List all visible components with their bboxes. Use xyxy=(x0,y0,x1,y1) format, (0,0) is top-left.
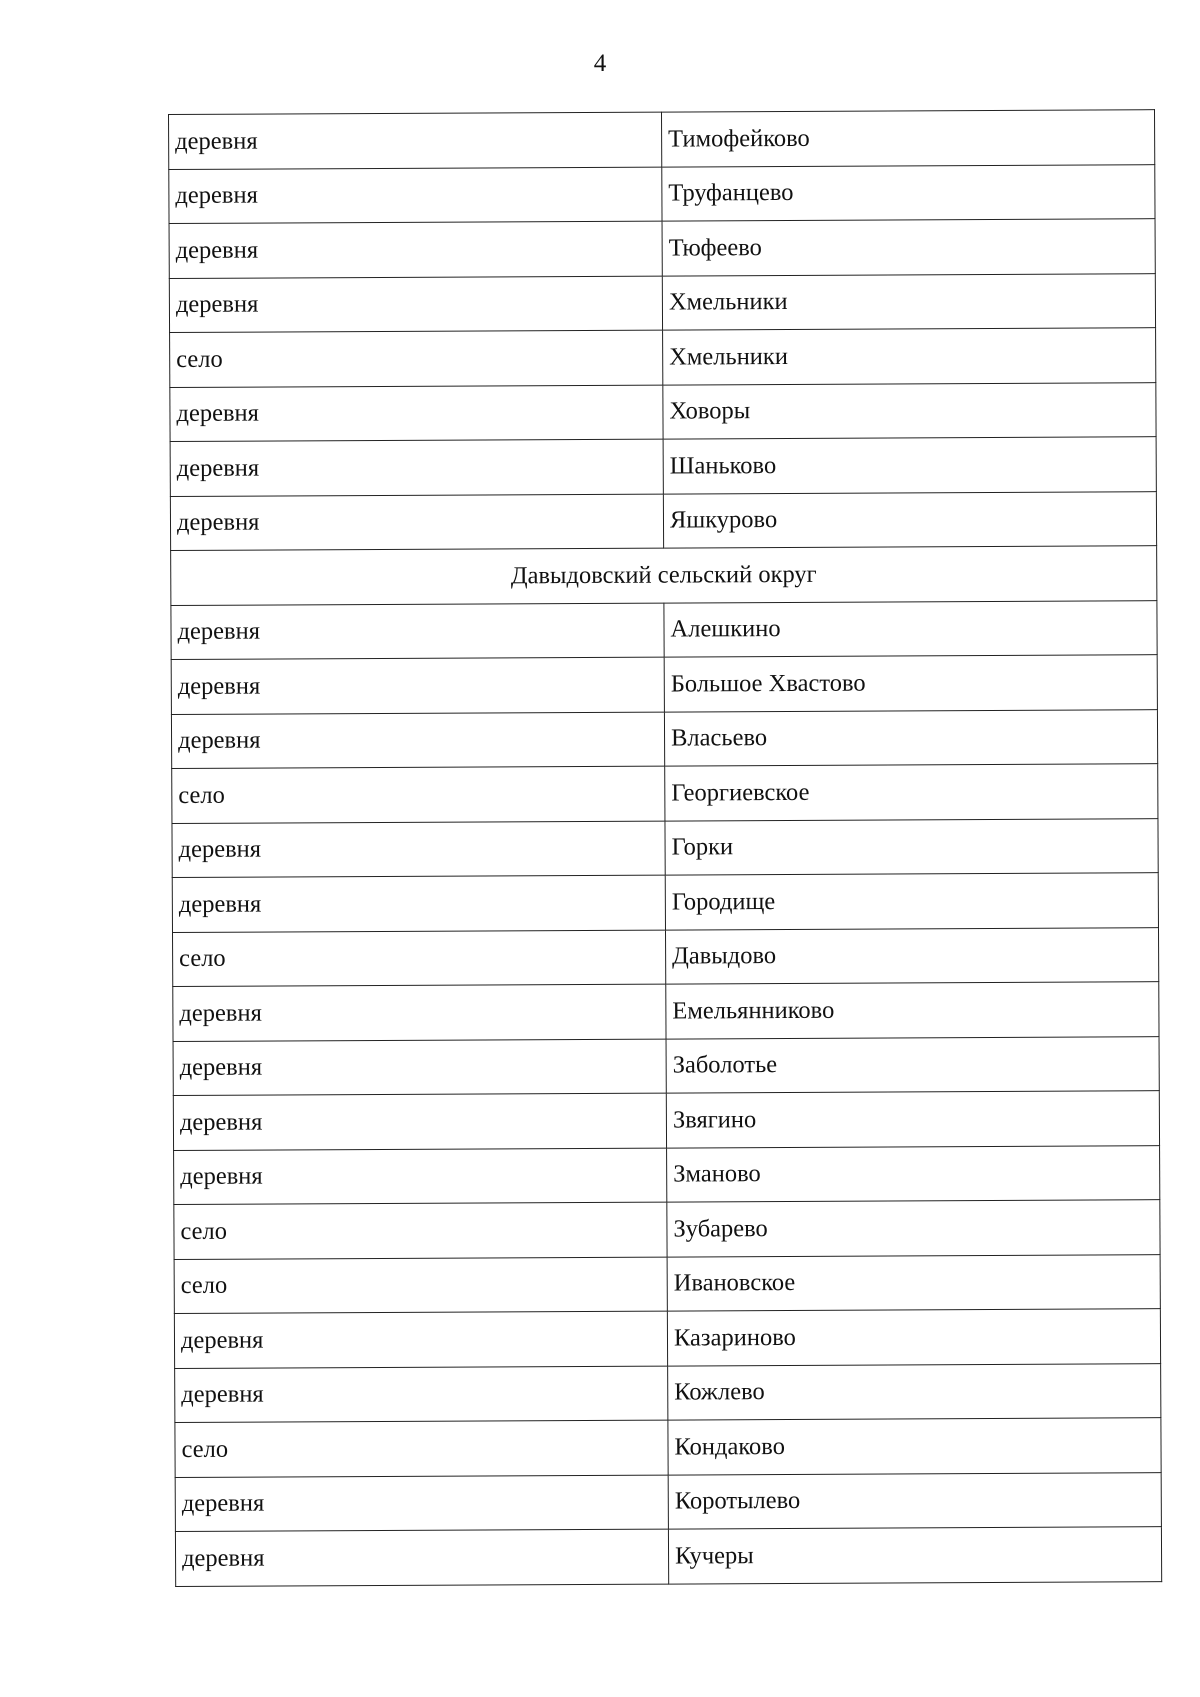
settlement-name-cell: Яшкурово xyxy=(663,491,1156,548)
settlement-name-cell: Георгиевское xyxy=(665,764,1158,821)
settlement-name-cell: Казариново xyxy=(667,1309,1160,1366)
settlement-name-cell: Горки xyxy=(665,818,1158,875)
settlement-name-cell: Шаньково xyxy=(663,437,1156,494)
table-row xyxy=(173,1091,1159,1150)
settlement-name-cell: Коротылево xyxy=(668,1472,1161,1529)
settlement-name-cell: Власьево xyxy=(664,709,1157,766)
table-row xyxy=(169,110,1155,169)
settlements-table-body xyxy=(169,110,1162,1586)
table-row xyxy=(172,818,1158,877)
settlement-name-cell: Ховоры xyxy=(663,382,1156,439)
settlement-name-cell: Городище xyxy=(665,873,1158,930)
settlement-name-cell: Звягино xyxy=(666,1091,1159,1148)
page-number: 4 xyxy=(593,50,607,77)
table-row xyxy=(175,1418,1161,1477)
table-row xyxy=(171,655,1157,714)
settlement-name-cell: Зубарево xyxy=(667,1200,1160,1257)
settlement-type-cell: деревня xyxy=(175,1475,668,1532)
table-row xyxy=(175,1363,1161,1422)
settlement-name-cell: Зманово xyxy=(667,1145,1160,1202)
table-row xyxy=(170,491,1156,550)
settlement-type-cell: деревня xyxy=(174,1148,667,1205)
settlement-type-cell: деревня xyxy=(171,712,664,769)
settlement-type-cell: деревня xyxy=(174,1311,667,1368)
settlement-type-cell: деревня xyxy=(173,984,666,1041)
section-header-row xyxy=(171,546,1157,605)
settlement-type-cell: деревня xyxy=(172,821,665,878)
table-row xyxy=(172,873,1158,932)
settlement-type-cell: деревня xyxy=(175,1366,668,1423)
settlement-type-cell: деревня xyxy=(169,221,662,278)
settlement-type-cell: деревня xyxy=(173,1039,666,1096)
settlement-type-cell: деревня xyxy=(172,875,665,932)
settlement-type-cell: деревня xyxy=(169,167,662,224)
settlement-name-cell: Заболотье xyxy=(666,1036,1159,1093)
table-row xyxy=(174,1200,1160,1259)
settlement-name-cell: Хмельники xyxy=(663,328,1156,385)
table-row xyxy=(175,1527,1161,1586)
section-title: Давыдовский сельский округ xyxy=(171,546,1157,605)
settlement-type-cell: село xyxy=(172,766,665,823)
table-row xyxy=(174,1254,1160,1313)
settlement-type-cell: деревня xyxy=(170,439,663,496)
settlement-name-cell: Тюфеево xyxy=(662,219,1155,276)
table-row xyxy=(174,1309,1160,1368)
table-row xyxy=(169,219,1155,278)
settlement-name-cell: Хмельники xyxy=(662,273,1155,330)
settlement-name-cell: Кучеры xyxy=(668,1527,1161,1584)
settlement-type-cell: деревня xyxy=(171,603,664,660)
table-row xyxy=(169,164,1155,223)
settlement-name-cell: Алешкино xyxy=(664,600,1157,657)
table-row xyxy=(170,328,1156,387)
table-row xyxy=(171,600,1157,659)
settlement-type-cell: село xyxy=(175,1420,668,1477)
settlement-type-cell: село xyxy=(170,330,663,387)
settlement-type-cell: село xyxy=(172,930,665,987)
table-row xyxy=(169,273,1155,332)
settlement-name-cell: Емельянниково xyxy=(666,982,1159,1039)
settlement-type-cell: деревня xyxy=(169,276,662,333)
settlement-name-cell: Тимофейково xyxy=(661,110,1154,167)
settlement-type-cell: село xyxy=(174,1202,667,1259)
settlements-table xyxy=(168,109,1162,1586)
settlement-type-cell: деревня xyxy=(175,1529,668,1586)
settlement-type-cell: село xyxy=(174,1257,667,1314)
table-row xyxy=(171,709,1157,768)
settlement-name-cell: Труфанцево xyxy=(662,164,1155,221)
table-row xyxy=(170,437,1156,496)
settlement-type-cell: деревня xyxy=(169,112,662,169)
settlement-name-cell: Давыдово xyxy=(665,927,1158,984)
table-row xyxy=(172,764,1158,823)
table-row xyxy=(173,982,1159,1041)
table-row xyxy=(175,1472,1161,1531)
settlement-type-cell: деревня xyxy=(173,1093,666,1150)
settlement-name-cell: Большое Хвастово xyxy=(664,655,1157,712)
settlement-type-cell: деревня xyxy=(171,657,664,714)
table-row xyxy=(170,382,1156,441)
table-row xyxy=(174,1145,1160,1204)
settlement-type-cell: деревня xyxy=(170,494,663,551)
settlement-name-cell: Ивановское xyxy=(667,1254,1160,1311)
settlement-name-cell: Кожлево xyxy=(668,1363,1161,1420)
settlement-name-cell: Кондаково xyxy=(668,1418,1161,1475)
table-row xyxy=(172,927,1158,986)
table-row xyxy=(173,1036,1159,1095)
settlement-type-cell: деревня xyxy=(170,385,663,442)
